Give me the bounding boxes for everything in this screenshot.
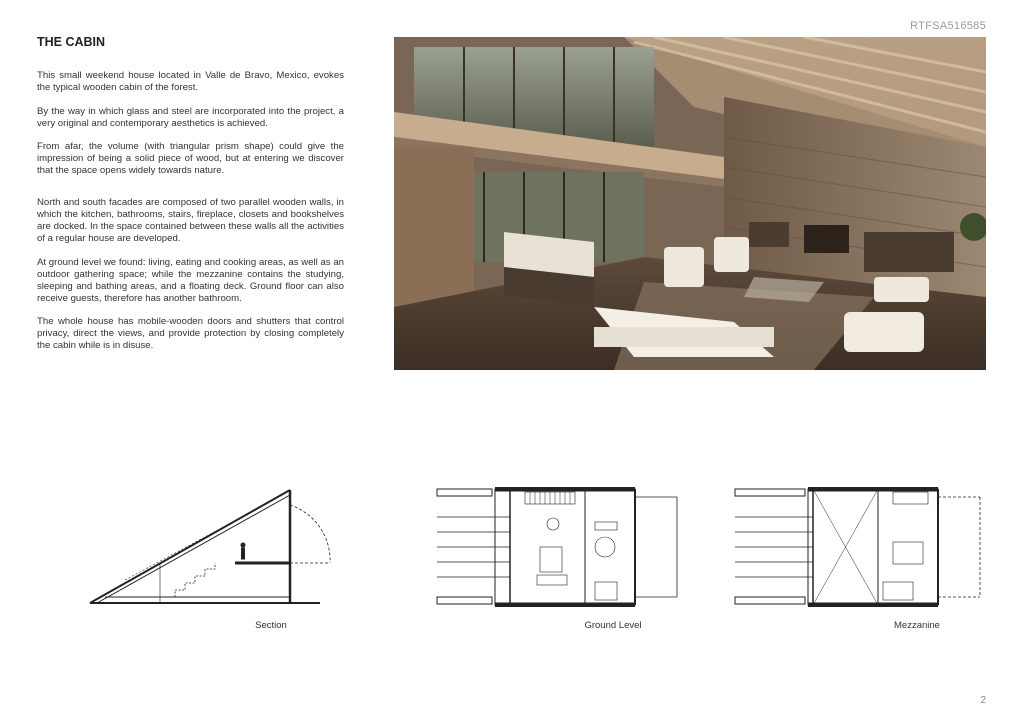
section-caption: Section (255, 620, 287, 631)
paragraph: At ground level we found: living, eating and cooking areas, as well as an outdoor gathering space; while the mezzanine contains the studying, sleeping and bathing areas, and a floating deck. Ground floor can also receive guests, therefore has another bathroom. (37, 256, 344, 304)
interior-render-image (394, 37, 986, 370)
page-number: 2 (980, 695, 986, 706)
ground-level-caption: Ground Level (584, 620, 642, 631)
paragraph: From afar, the volume (with triangular prism shape) could give the impression of being a solid piece of wood, but at entering we discover that the space opens widely towards nature. (37, 141, 344, 176)
paragraph: The whole house has mobile-wooden doors and shutters that control privacy, direct the views, and provide protection by closing completely the cabin while is in disuse. (37, 316, 344, 351)
paragraph: North and south facades are composed of two parallel wooden walls, in which the kitchen, bathrooms, stairs, fireplace, closets and bookshelves are docked. In the space contained between these walls all the activities of a regular house are developed. (37, 197, 344, 244)
ground-level-plan (435, 487, 680, 607)
mezzanine-caption: Mezzanine (894, 620, 940, 631)
mezzanine-plan (733, 487, 983, 607)
paragraph: This small weekend house located in Valle de Bravo, Mexico, evokes the typical wooden cabin of the forest. (37, 70, 344, 93)
section-drawing (85, 485, 335, 610)
article-body (37, 70, 344, 364)
project-code: RTFSA516585 (910, 20, 986, 32)
page-title: THE CABIN (37, 35, 106, 49)
paragraph: By the way in which glass and steel are incorporated into the project, a very original and contemporary aesthetics is achieved. (37, 105, 344, 129)
